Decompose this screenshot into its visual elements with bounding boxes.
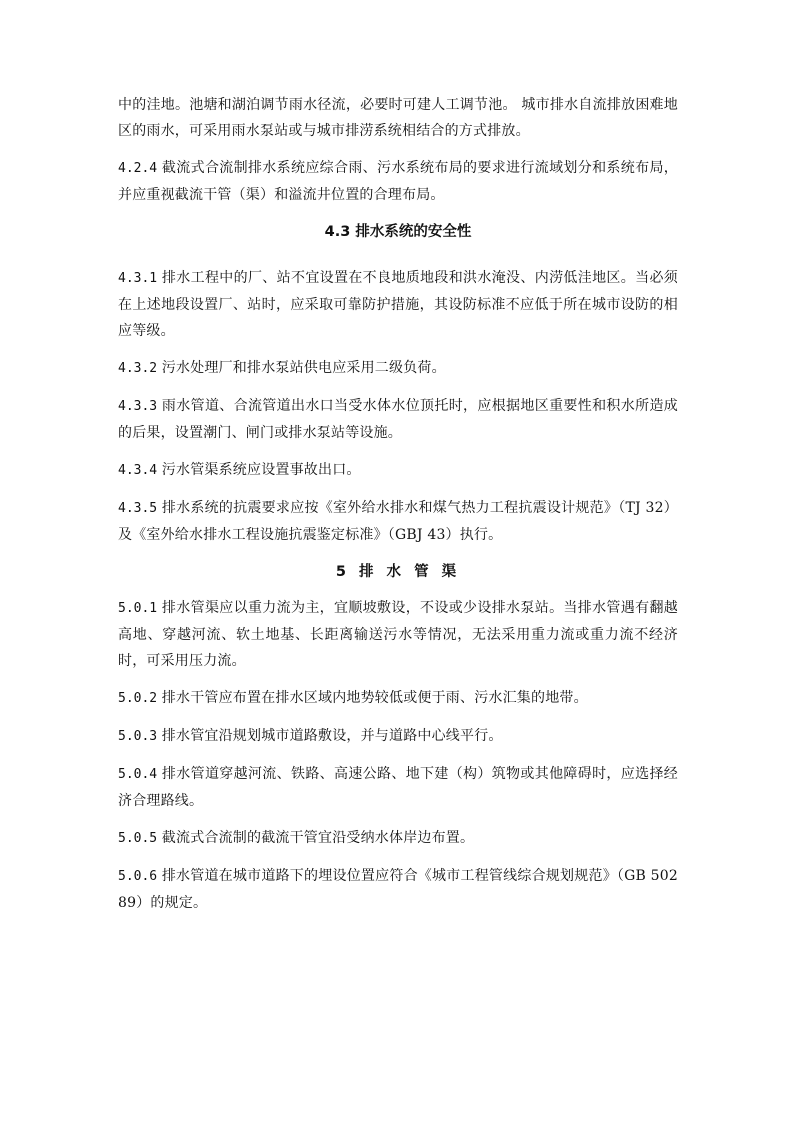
clause-5-0-4 [118,761,678,814]
clause-number: 4.3.1 [118,271,158,286]
clause-text: 排水管道在城市道路下的埋设位置应符合《城市工程管线综合规划规范》（GB 50289）的规定。 [118,868,678,911]
clause-4-3-3 [118,393,678,446]
clause-text: 排水干管应布置在排水区域内地势较低或便于雨、污水汇集的地带。 [157,690,588,706]
clause-text: 雨水管道、合流管道出水口当受水体水位顶托时，应根据地区重要性和积水所造成的后果，设置潮门、闸门或排水泵站等设施。 [118,398,678,441]
clause-text: 截流式合流制的截流干管宜沿受纳水体岸边布置。 [157,830,475,846]
clause-text: 排水管道穿越河流、铁路、高速公路、地下建（构）筑物或其他障碍时，应选择经济合理路线。 [118,766,678,809]
clause-text: 污水管渠系统应设置事故出口。 [157,462,361,478]
chapter-heading-5: 5 排 水 管 渠 [335,564,461,580]
clause-number: 5.0.2 [118,691,158,706]
clause-5-0-5 [118,825,678,852]
clause-number: 5.0.6 [118,869,158,884]
clause-5-0-1 [118,595,678,674]
document-page [118,92,678,927]
clause-text: 排水管宜沿规划城市道路敷设，并与道路中心线平行。 [157,728,503,744]
clause-number: 4.3.5 [118,501,158,516]
clause-number: 5.0.1 [118,601,158,616]
clause-text: 污水处理厂和排水泵站供电应采用二级负荷。 [157,360,446,376]
clause-5-0-6 [118,863,678,916]
clause-text: 截流式合流制排水系统应综合雨、污水系统布局的要求进行流域划分和系统布局，并应重视截流干管（渠）和溢流井位置的合理布局。 [118,160,678,203]
clause-text: 排水管渠应以重力流为主，宜顺坡敷设，不设或少设排水泵站。当排水管遇有翻越高地、穿越河流、软土地基、长距离输送污水等情况，无法采用重力流或重力流不经济时，可采用压力流。 [118,600,678,669]
clause-number: 4.3.4 [118,463,158,478]
clause-4-3-2 [118,355,678,382]
paragraph-continuation [118,92,678,144]
clause-4-2-4 [118,155,678,208]
clause-4-3-5 [118,495,678,548]
clause-4-3-1 [118,265,678,344]
clause-4-3-4 [118,457,678,484]
clause-number: 4.3.3 [118,399,158,414]
paragraph-text: 中的洼地。池塘和湖泊调节雨水径流，必要时可建人工调节池。 城市排水自流排放困难地区的雨水，可采用雨水泵站或与城市排涝系统相结合的方式排放。 [118,97,678,139]
clause-number: 4.3.2 [118,361,158,376]
clause-text: 排水系统的抗震要求应按《室外给水排水和煤气热力工程抗震设计规范》（TJ 32）及《室外给水排水工程设施抗震鉴定标准》（GBJ 43）执行。 [118,500,678,543]
clause-number: 5.0.4 [118,767,158,782]
clause-number: 4.2.4 [118,161,158,176]
clause-5-0-3 [118,723,678,750]
clause-5-0-2 [118,685,678,712]
clause-number: 5.0.5 [118,831,158,846]
section-heading-4-3: 4.3 排水系统的安全性 [324,224,472,240]
clause-number: 5.0.3 [118,729,158,744]
clause-text: 排水工程中的厂、站不宜设置在不良地质地段和洪水淹没、内涝低洼地区。当必须在上述地段设置厂、站时，应采取可靠防护措施，其设防标准不应低于所在城市设防的相应等级。 [118,270,678,339]
